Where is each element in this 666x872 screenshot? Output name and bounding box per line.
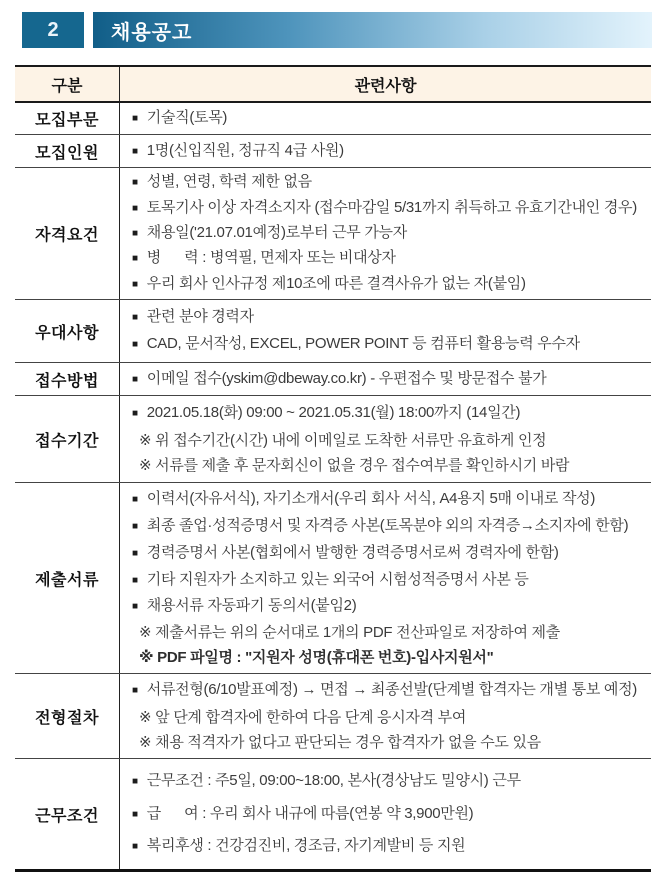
bullet-line <box>130 834 647 859</box>
line-text: 기술직(토목) <box>146 109 228 126</box>
line-text: 병 력 : 병역필, 면제자 또는 비대상자 <box>146 249 396 267</box>
table-row <box>15 168 651 300</box>
bullet-line <box>130 487 647 512</box>
section-number-box <box>22 12 84 48</box>
square-bullet-icon: ■ <box>132 145 138 157</box>
bullet-line <box>130 106 647 131</box>
line-text: 채용서류 자동파기 동의서(붙임2) <box>146 597 357 615</box>
note-line <box>130 706 647 729</box>
row-label: 자격요건 <box>15 168 120 299</box>
line-text: 급 여 : 우리 회사 내규에 따름(연봉 약 3,900만원) <box>146 804 474 822</box>
line-text: 토목기사 이상 자격소지자 (접수마감일 5/31까지 취득하고 유효기간내인 경우) <box>146 198 637 216</box>
column-header-category: 구분 <box>15 67 120 101</box>
square-bullet-icon: ■ <box>132 177 138 189</box>
note-line <box>130 646 647 669</box>
square-bullet-icon: ■ <box>132 227 138 239</box>
line-text: 2021.05.18(화) 09:00 ~ 2021.05.31(월) 18:00까지 (14일간) <box>146 403 521 421</box>
row-content <box>120 300 651 362</box>
table-row <box>15 759 651 869</box>
row-label: 전형절차 <box>15 674 120 758</box>
row-content <box>120 135 651 167</box>
square-bullet-icon: ■ <box>132 202 138 214</box>
square-bullet-icon: ■ <box>132 808 138 820</box>
line-text: 채용일('21.07.01예정)로부터 근무 가능자 <box>146 223 407 241</box>
row-label: 접수방법 <box>15 363 120 395</box>
bullet-line <box>130 401 647 426</box>
line-text: 최종 졸업·성적증명서 및 자격증 사본(토목분야 외의 자격증→소지자에 한함) <box>146 516 629 534</box>
bullet-line <box>130 568 647 593</box>
bullet-line <box>130 514 647 539</box>
line-text: 복리후생 : 건강검진비, 경조금, 자기계발비 등 지원 <box>146 837 466 855</box>
line-text: 서류전형(6/10발표예정) → 면접 → 최종선발(단계별 합격자는 개별 통보 예정) <box>146 681 637 699</box>
line-text: ※ PDF 파일명 : "지원자 성명(휴대폰 번호)-입사지원서" <box>139 649 494 667</box>
square-bullet-icon: ■ <box>132 339 138 351</box>
line-text: 이메일 접수(yskim@dbeway.co.kr) - 우편접수 및 방문접수 불가 <box>146 369 547 387</box>
table-row <box>15 674 651 759</box>
square-bullet-icon: ■ <box>132 520 138 532</box>
section-number: 2 <box>47 18 59 41</box>
note-line <box>130 731 647 754</box>
line-text: 근무조건 : 주5일, 09:00~18:00, 본사(경상남도 밀양시) 근무 <box>146 771 521 789</box>
line-text: 기타 지원자가 소지하고 있는 외국어 시험성적증명서 사본 등 <box>146 570 529 588</box>
line-text: 성별, 연령, 학력 제한 없음 <box>146 173 312 191</box>
bullet-line <box>130 332 647 357</box>
line-text: ※ 서류를 제출 후 문자회신이 없을 경우 접수여부를 확인하시기 바람 <box>139 457 570 475</box>
square-bullet-icon: ■ <box>132 841 138 853</box>
bullet-line <box>130 678 647 703</box>
line-text: 이력서(자유서식), 자기소개서(우리 회사 서식, A4용지 5매 이내로 작성) <box>146 489 596 507</box>
square-bullet-icon: ■ <box>132 278 138 290</box>
line-text: ※ 앞 단계 합격자에 한하여 다음 단계 응시자격 부여 <box>139 708 467 726</box>
row-label: 제출서류 <box>15 483 120 673</box>
bullet-line <box>130 221 647 246</box>
bullet-line <box>130 305 647 330</box>
table-body <box>15 103 651 869</box>
row-label: 모집부문 <box>15 103 120 134</box>
square-bullet-icon: ■ <box>132 601 138 613</box>
square-bullet-icon: ■ <box>132 113 138 124</box>
line-text: ※ 채용 적격자가 없다고 판단되는 경우 합격자가 없을 수도 있음 <box>139 733 541 751</box>
table-row <box>15 396 651 483</box>
note-line <box>130 621 647 644</box>
recruitment-table <box>15 65 651 872</box>
row-label: 모집인원 <box>15 135 120 167</box>
row-label: 우대사항 <box>15 300 120 362</box>
table-row <box>15 363 651 396</box>
note-line <box>130 454 647 477</box>
table-row <box>15 300 651 363</box>
table-row <box>15 103 651 135</box>
bullet-line <box>130 272 647 297</box>
square-bullet-icon: ■ <box>132 407 138 419</box>
line-text: ※ 위 접수기간(시간) 내에 이메일로 도착한 서류만 유효하게 인정 <box>139 431 547 449</box>
row-content <box>120 363 651 395</box>
square-bullet-icon: ■ <box>132 547 138 559</box>
bullet-line <box>130 594 647 619</box>
row-content <box>120 759 651 869</box>
line-text: 1명(신입직원, 정규직 4급 사원) <box>146 141 344 159</box>
bullet-line <box>130 139 647 164</box>
section-title-bar <box>93 12 652 48</box>
bullet-line <box>130 541 647 566</box>
line-text: 경력증명서 사본(협회에서 발행한 경력증명서로써 경력자에 한함) <box>146 543 559 561</box>
row-content <box>120 103 651 134</box>
square-bullet-icon: ■ <box>132 775 138 787</box>
row-label: 근무조건 <box>15 759 120 869</box>
square-bullet-icon: ■ <box>132 574 138 586</box>
note-line <box>130 429 647 452</box>
line-text: ※ 제출서류는 위의 순서대로 1개의 PDF 전산파일로 저장하여 제출 <box>139 624 560 642</box>
line-text: CAD, 문서작성, EXCEL, POWER POINT 등 컴퓨터 활용능력 우수자 <box>146 335 580 353</box>
row-content <box>120 483 651 673</box>
table-row <box>15 483 651 674</box>
bullet-line <box>130 196 647 221</box>
table-row <box>15 135 651 168</box>
bullet-line <box>130 246 647 271</box>
section-header <box>22 12 652 48</box>
square-bullet-icon: ■ <box>132 253 138 265</box>
row-content <box>120 674 651 758</box>
square-bullet-icon: ■ <box>132 685 138 697</box>
square-bullet-icon: ■ <box>132 493 138 505</box>
bullet-line <box>130 802 647 827</box>
bullet-line <box>130 769 647 794</box>
square-bullet-icon: ■ <box>132 311 138 323</box>
row-content <box>120 168 651 299</box>
bullet-line <box>130 170 647 195</box>
row-label: 접수기간 <box>15 396 120 482</box>
line-text: 우리 회사 인사규정 제10조에 따른 결격사유가 없는 자(붙임) <box>146 274 526 292</box>
table-header-row <box>15 67 651 103</box>
row-content <box>120 396 651 482</box>
bullet-line <box>130 367 647 392</box>
line-text: 관련 분야 경력자 <box>146 307 254 325</box>
square-bullet-icon: ■ <box>132 373 138 385</box>
page-title: 채용공고 <box>111 21 193 44</box>
column-header-details: 관련사항 <box>354 77 417 95</box>
